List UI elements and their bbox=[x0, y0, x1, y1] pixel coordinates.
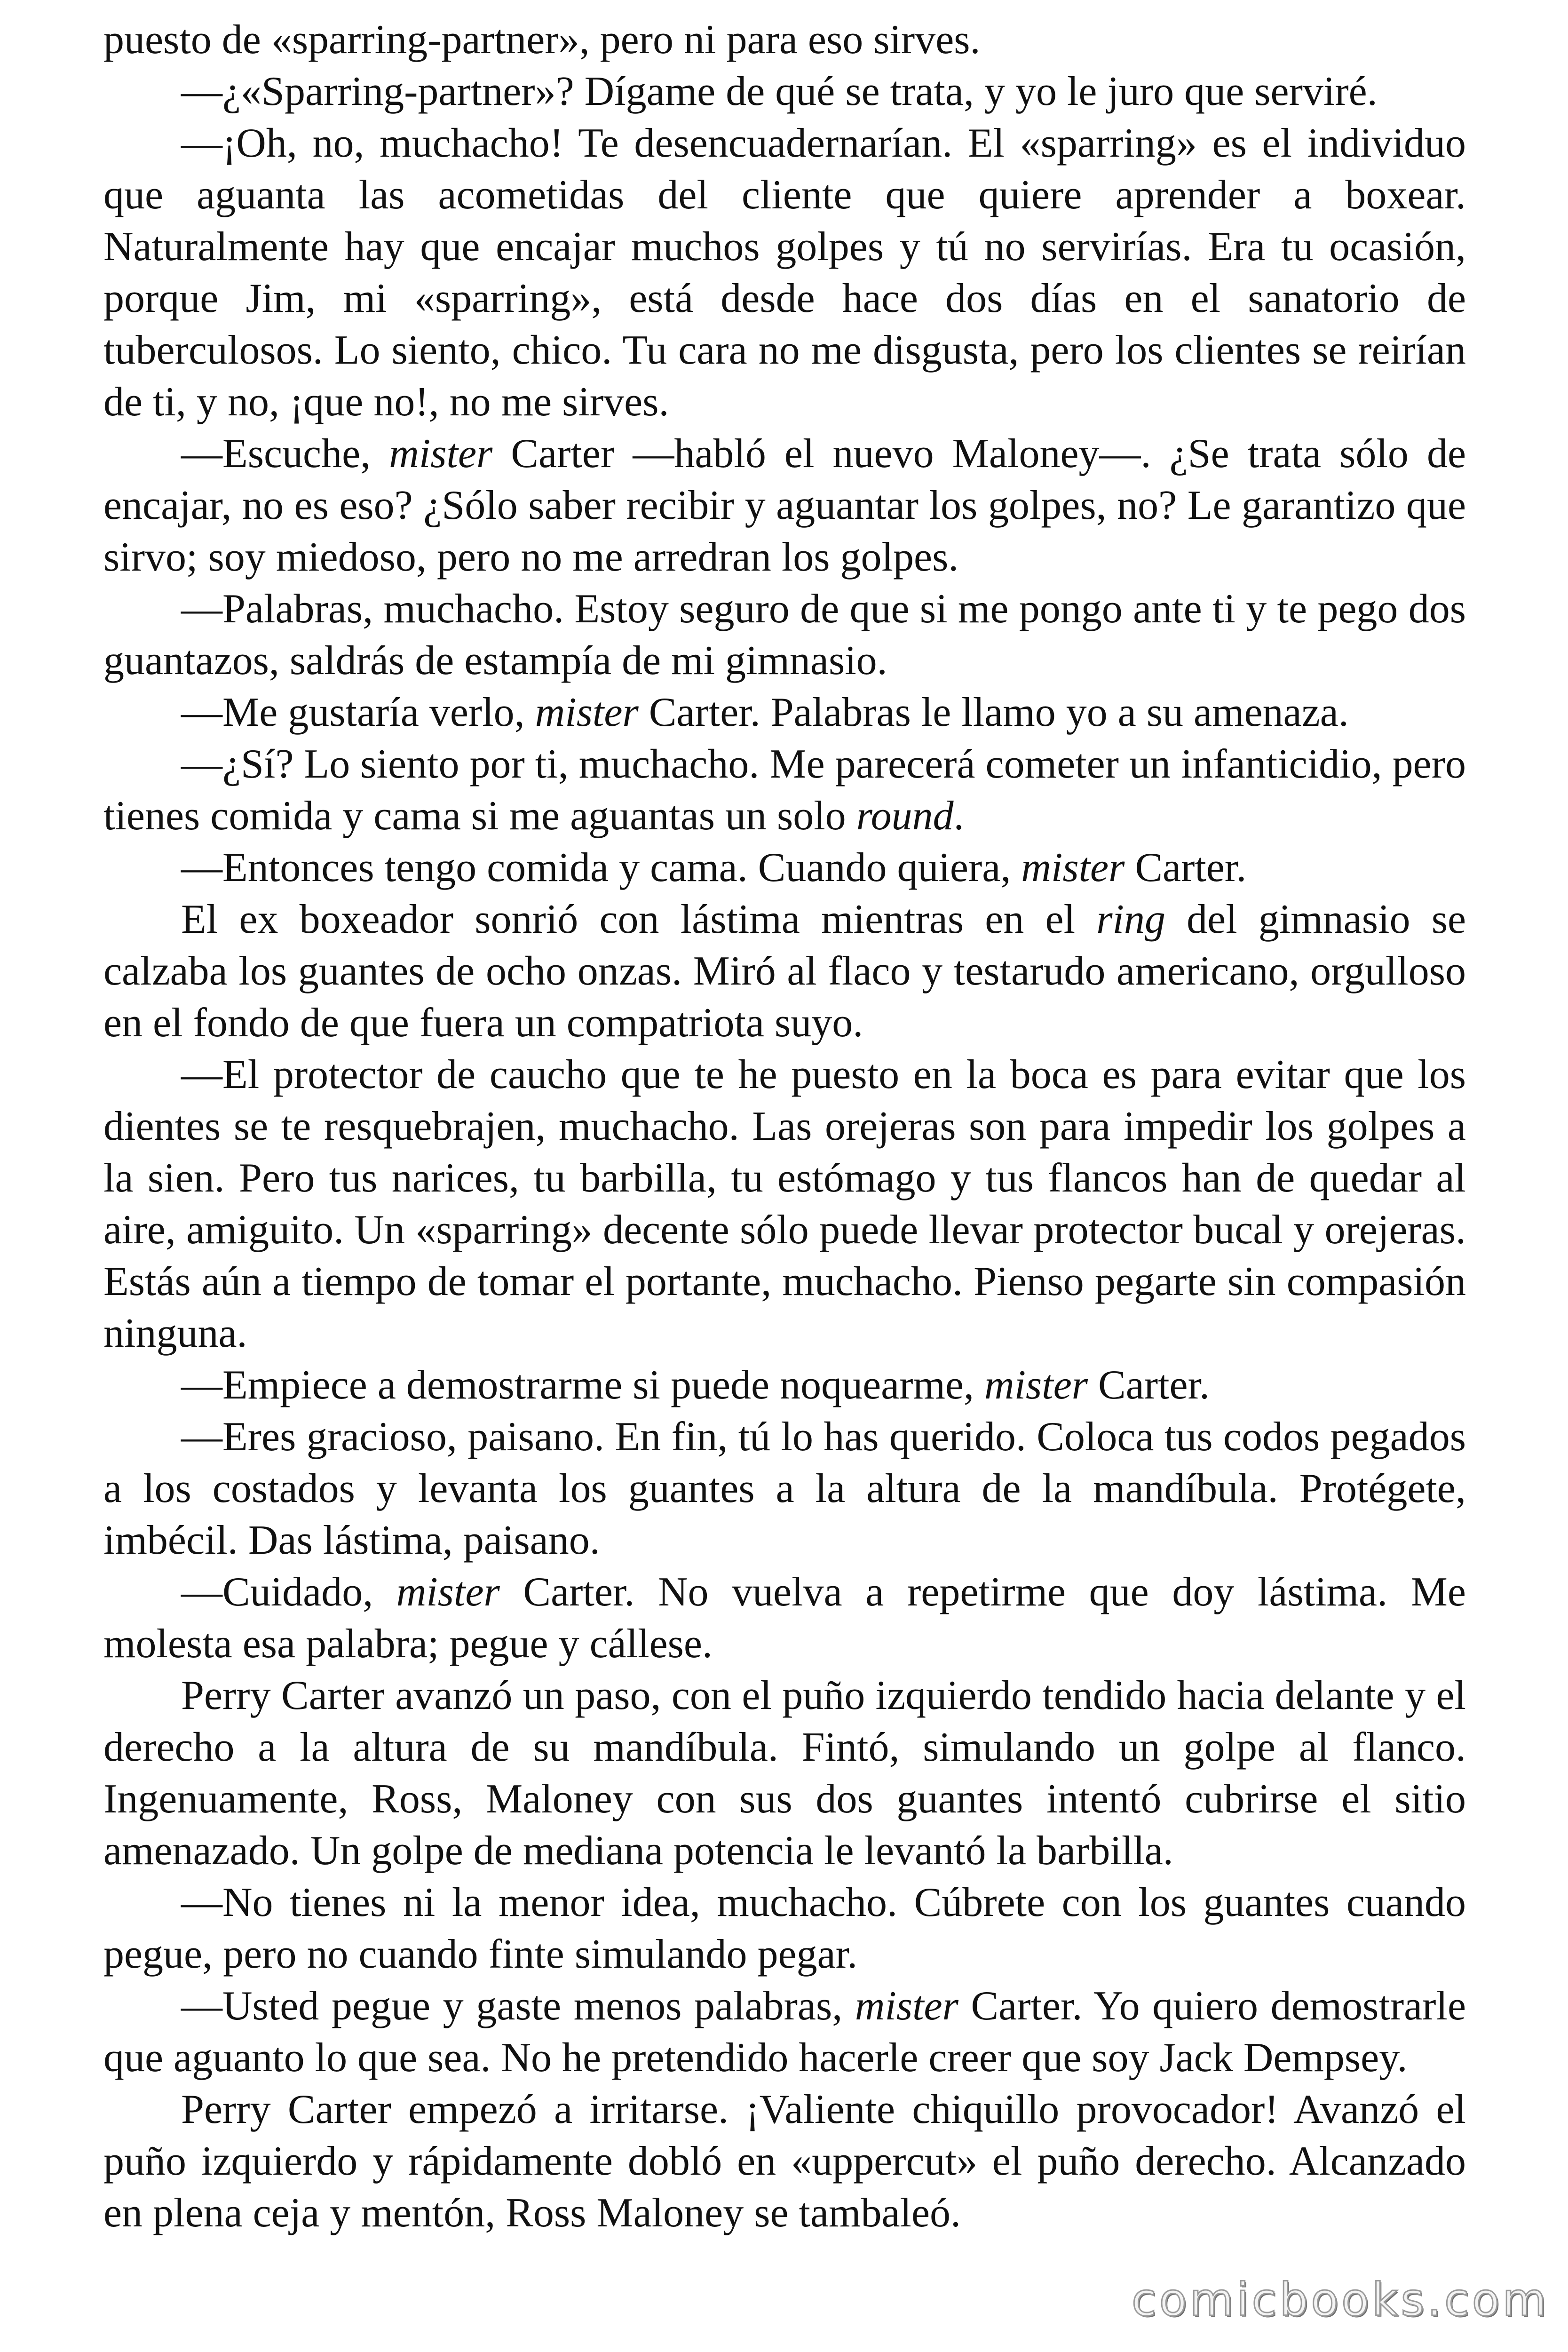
paragraph: El ex boxeador sonrió con lástima mientras en el ring del gimnasio se calzaba los guantes de ocho onzas. Miró al flaco y testarudo americano, orgulloso en el fondo de que fuera un compatriota suyo. bbox=[103, 897, 1466, 1046]
paragraph: —Escuche, mister Carter —habló el nuevo Maloney—. ¿Se trata sólo de encajar, no es eso? ¿Sólo saber recibir y aguantar los golpes, no? Le garantizo que sirvo; soy miedoso, pero no me arredran los golpes. bbox=[103, 431, 1466, 580]
paragraph: —Eres gracioso, paisano. En fin, tú lo has querido. Coloca tus codos pegados a los costados y levanta los guantes a la altura de la mandíbula. Protégete, imbécil. Das lástima, paisano. bbox=[103, 1414, 1466, 1563]
paragraph: —Cuidado, mister Carter. No vuelva a repetirme que doy lástima. Me molesta esa palabra; pegue y cállese. bbox=[103, 1569, 1466, 1667]
paragraph: Perry Carter empezó a irritarse. ¡Valiente chiquillo provocador! Avanzó el puño izquierdo y rápidamente dobló en «uppercut» el puño derecho. Alcanzado en plena ceja y mentón, Ross Maloney se tambaleó. bbox=[103, 2087, 1466, 2236]
paragraph: —No tienes ni la menor idea, muchacho. Cúbrete con los guantes cuando pegue, pero no cuando finte simulando pegar. bbox=[103, 1880, 1466, 1977]
paragraph: —¿«Sparring-partner»? Dígame de qué se trata, y yo le juro que serviré. bbox=[181, 69, 1378, 114]
book-page-text bbox=[103, 14, 1466, 2239]
paragraph: —¡Oh, no, muchacho! Te desencuadernarían. El «sparring» es el individuo que aguanta las acometidas del cliente que quiere aprender a boxear. Naturalmente hay que encajar muchos golpes y tú no servirías. Era tu ocasión, porque Jim, mi «sparring», está desde hace dos días en el sanatorio de tuberculosos. Lo siento, chico. Tu cara no me disgusta, pero los clientes se reirían de ti, y no, ¡que no!, no me sirves. bbox=[103, 120, 1466, 425]
paragraph: —El protector de caucho que te he puesto en la boca es para evitar que los dientes se te resquebrajen, muchacho. Las orejeras son para impedir los golpes a la sien. Pero tus narices, tu barbilla, tu estómago y tus flancos han de quedar al aire, amiguito. Un «sparring» decente sólo puede llevar protector bucal y orejeras. Estás aún a tiempo de tomar el portante, muchacho. Pienso pegarte sin compasión ninguna. bbox=[103, 1052, 1466, 1356]
paragraph: —Empiece a demostrarme si puede noquearme, mister Carter. bbox=[181, 1362, 1210, 1408]
paragraph: —¿Sí? Lo siento por ti, muchacho. Me parecerá cometer un infanticidio, pero tienes comida y cama si me aguantas un solo round. bbox=[103, 741, 1466, 839]
paragraph: —Entonces tengo comida y cama. Cuando quiera, mister Carter. bbox=[181, 845, 1247, 890]
paragraph: puesto de «sparring-partner», pero ni para eso sirves. bbox=[103, 17, 981, 63]
paragraph: —Me gustaría verlo, mister Carter. Palabras le llamo yo a su amenaza. bbox=[181, 690, 1349, 735]
paragraph: —Usted pegue y gaste menos palabras, mister Carter. Yo quiero demostrarle que aguanto lo que sea. No he pretendido hacerle creer que soy Jack Dempsey. bbox=[103, 1983, 1466, 2081]
paragraph: Perry Carter avanzó un paso, con el puño izquierdo tendido hacia delante y el derecho a la altura de su mandíbula. Fintó, simulando un golpe al flanco. Ingenuamente, Ross, Maloney con sus dos guantes intentó cubrirse el sitio amenazado. Un golpe de mediana potencia le levantó la barbilla. bbox=[103, 1673, 1466, 1874]
paragraph: —Palabras, muchacho. Estoy seguro de que si me pongo ante ti y te pego dos guantazos, saldrás de estampía de mi gimnasio. bbox=[103, 586, 1466, 683]
watermark: comicbooks.com bbox=[1131, 2273, 1549, 2326]
